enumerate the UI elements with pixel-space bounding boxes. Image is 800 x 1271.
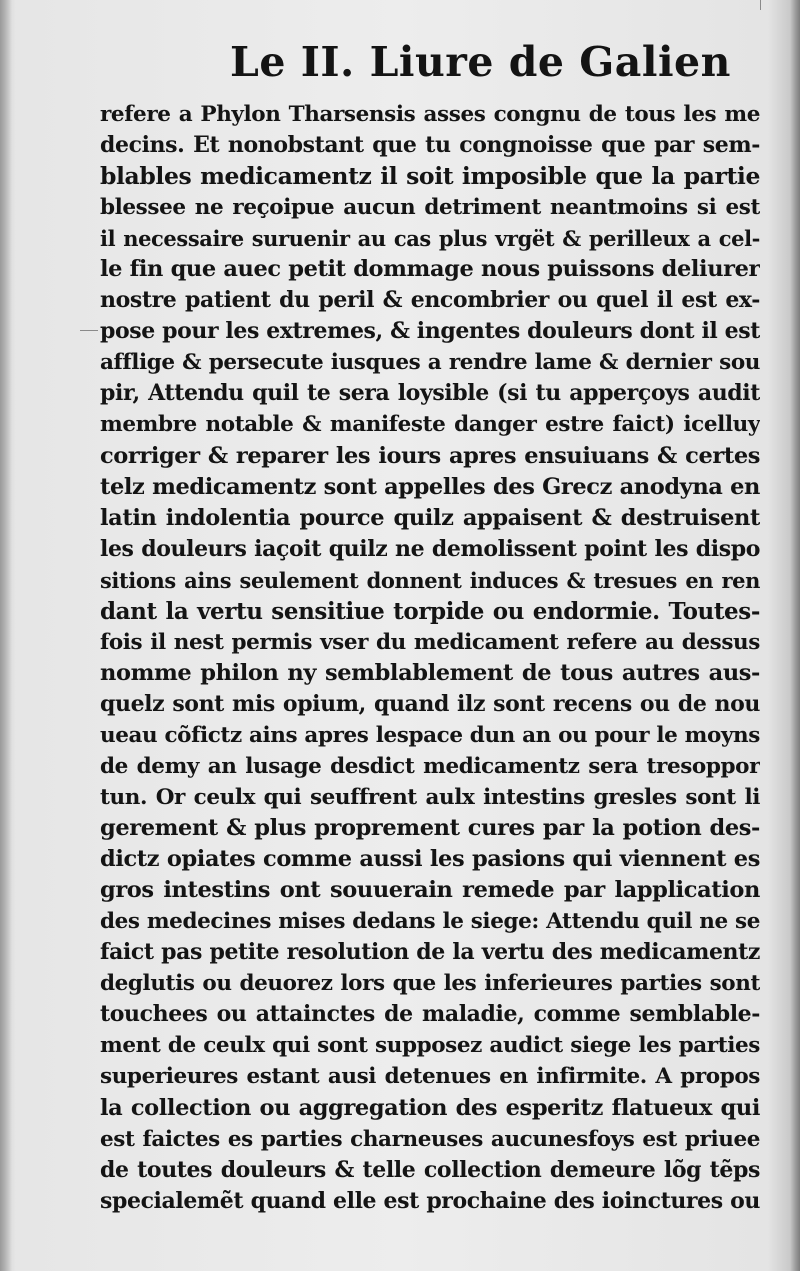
text-line: latin indolentia pource quilz appaisent & destruisent [100, 504, 760, 531]
text-line: sitions ains seulement donnent induces & tresues en ren [100, 567, 760, 593]
text-line: pir, Attendu quil te sera loysible (si tu apperçoys audit [100, 380, 760, 407]
text-line: pose pour les extremes, & ingentes douleurs dont il est [100, 318, 760, 345]
text-line: ment de ceulx qui sont supposez audict siege les parties [100, 1033, 760, 1059]
text-line: faict pas petite resolution de la vertu des medicamentz [100, 939, 760, 966]
text-line: blessee ne reçoipue aucun detriment neantmoins si est [100, 195, 760, 221]
text-line: membre notable & manifeste danger estre faict) icelluy [100, 412, 760, 438]
text-line: fois il nest permis vser du medicament refere au dessus [100, 629, 760, 655]
text-line: dant la vertu sensitiue torpide ou endormie. Toutes- [100, 597, 760, 625]
text-line: gerement & plus proprement cures par la potion des- [100, 815, 760, 842]
text-line: ueau cõfictz ains apres lespace dun an ou pour le moyns [100, 722, 760, 748]
text-line: la collection ou aggregation des esperitz flatueux qui [100, 1094, 760, 1121]
text-line: est faictes es parties charneuses aucunesfoys est priuee [100, 1126, 760, 1152]
text-line: quelz sont mis opium, quand ilz sont recens ou de nou [100, 690, 760, 717]
text-line: blables medicamentz il soit imposible que la partie [100, 162, 760, 191]
text-line: nostre patient du peril & encombrier ou quel il est ex- [100, 287, 760, 314]
body-text [100, 99, 760, 1217]
text-line: touchees ou attainctes de maladie, comme semblable- [100, 1001, 760, 1028]
text-line: superieures estant ausi detenues en infirmite. A propos [100, 1064, 760, 1090]
scan-mark [760, 0, 761, 10]
text-line: telz medicamentz sont appelles des Grecz anodyna en [100, 473, 760, 500]
text-line: des medecines mises dedans le siege: Attendu quil ne se [100, 909, 760, 935]
text-line: afflige & persecute iusques a rendre lame & dernier sou [100, 350, 760, 376]
running-header: Le II. Liure de Galien [230, 38, 731, 86]
text-line: gros intestins ont souuerain remede par lapplication [100, 877, 760, 904]
text-line: decins. Et nonobstant que tu congnoisse que par sem- [100, 132, 760, 159]
text-line: le fin que auec petit dommage nous puissons deliurer [100, 256, 760, 283]
text-line: de demy an lusage desdict medicamentz sera tresoppor [100, 753, 760, 779]
text-line: corriger & reparer les iours apres ensuiuans & certes [100, 442, 760, 469]
page-edge-shadow [790, 0, 800, 1271]
text-line: deglutis ou deuorez lors que les inferieures parties sont [100, 971, 760, 997]
text-line: de toutes douleurs & telle collection demeure lõg tẽps [100, 1156, 760, 1183]
text-line: tun. Or ceulx qui seuffrent aulx intestins gresles sont li [100, 785, 760, 811]
text-line: nomme philon ny semblablement de tous autres aus- [100, 659, 760, 686]
page-gutter-shadow [0, 0, 12, 1271]
text-line: refere a Phylon Tharsensis asses congnu de tous les me [100, 102, 760, 127]
text-line: dictz opiates comme aussi les pasions qui viennent es [100, 846, 760, 873]
text-line: specialemẽt quand elle est prochaine des ioinctures ou [100, 1187, 760, 1214]
text-line: il necessaire suruenir au cas plus vrgët & perilleux a cel- [100, 226, 760, 252]
scan-mark [80, 330, 98, 331]
text-line: les douleurs iaçoit quilz ne demolissent point les dispo [100, 535, 760, 562]
